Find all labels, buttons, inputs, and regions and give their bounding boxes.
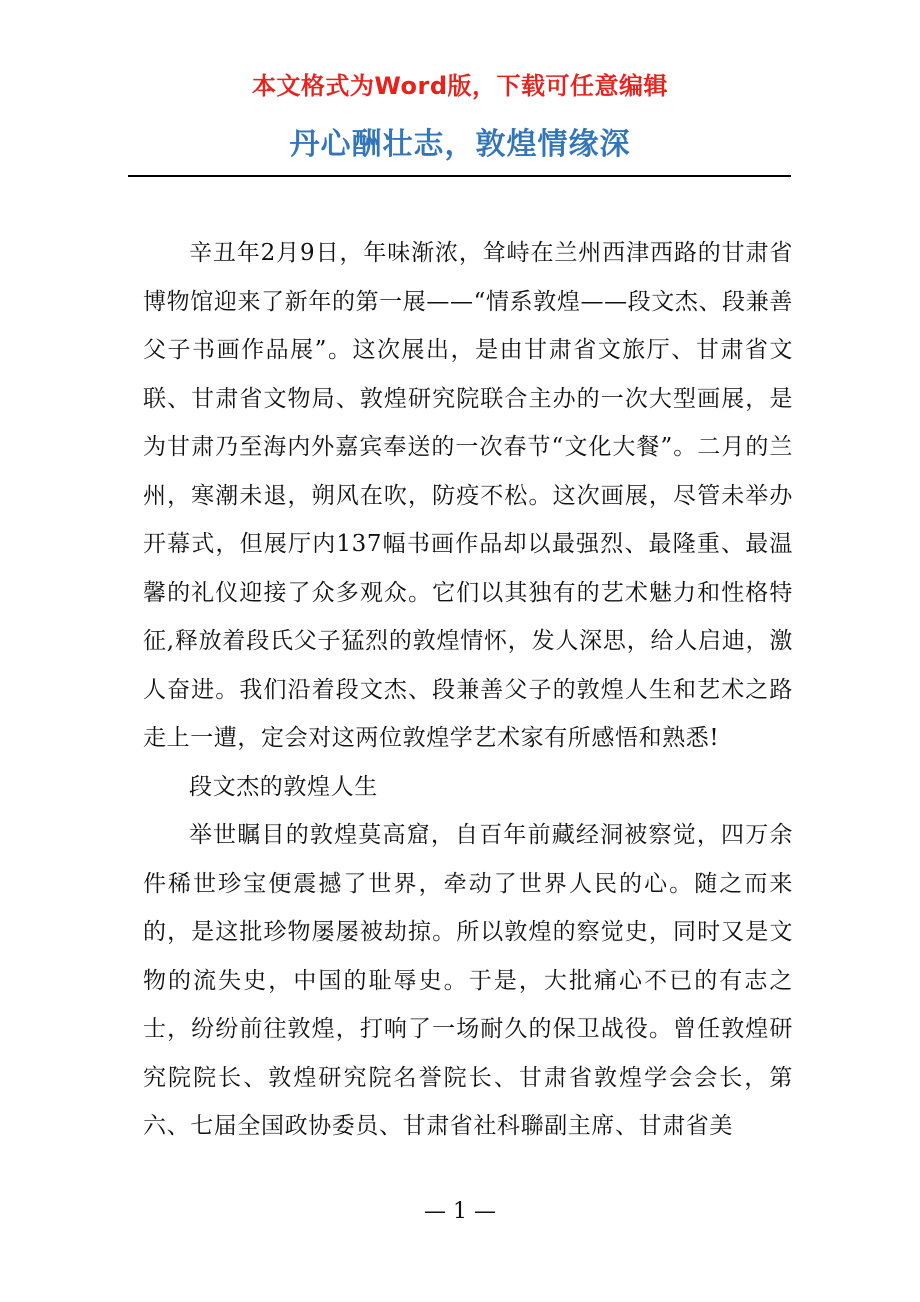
page-number: — 1 —: [424, 1199, 496, 1224]
title-divider: [128, 175, 791, 177]
document-body: [143, 229, 793, 1151]
body-paragraph: 辛丑年2月9日，年味渐浓，耸峙在兰州西津西路的甘肃省博物馆迎来了新年的第一展——“情系敦煌——段文杰、段兼善父子书画作品展”。这次展出，是由甘肃省文旅厅、甘肃省文联、甘肃省文物局、敦煌研究院联合主办的一次大型画展，是为甘肃乃至海内外嘉宾奉送的一次春节“文化大餐”。二月的兰州，寒潮未退，朔风在吹，防疫不松。这次画展，尽管未举办开幕式，但展厅内137幅书画作品却以最强烈、最隆重、最温馨的礼仪迎接了众多观众。它们以其独有的艺术魅力和性格特征,释放着段氏父子猛烈的敦煌情怀，发人深思，给人启迪，激人奋进。我们沿着段文杰、段兼善父子的敦煌人生和艺术之路走上一遭，定会对这两位敦煌学艺术家有所感悟和熟悉!: [143, 240, 793, 751]
format-notice-banner: 本文格式为Word版，下载可任意编辑: [251, 72, 669, 100]
body-paragraph: 举世瞩目的敦煌莫高窟，自百年前藏经洞被察觉，四万余件稀世珍宝便震撼了世界，牵动了世界人民的心。随之而来的，是这批珍物屡屡被劫掠。所以敦煌的察觉史，同时又是文物的流失史，中国的耻辱史。于是，大批痛心不已的有志之士，纷纷前往敦煌，打响了一场耐久的保卫战役。曾任敦煌研究院院长、敦煌研究院名誉院长、甘肃省敦煌学会会长，第六、七届全国政协委员、甘肃省社科聯副主席、甘肃省美: [143, 822, 793, 1139]
document-title: 丹心酬壮志，敦煌情缘深: [289, 127, 631, 162]
section-heading: 段文杰的敦煌人生: [189, 773, 378, 800]
